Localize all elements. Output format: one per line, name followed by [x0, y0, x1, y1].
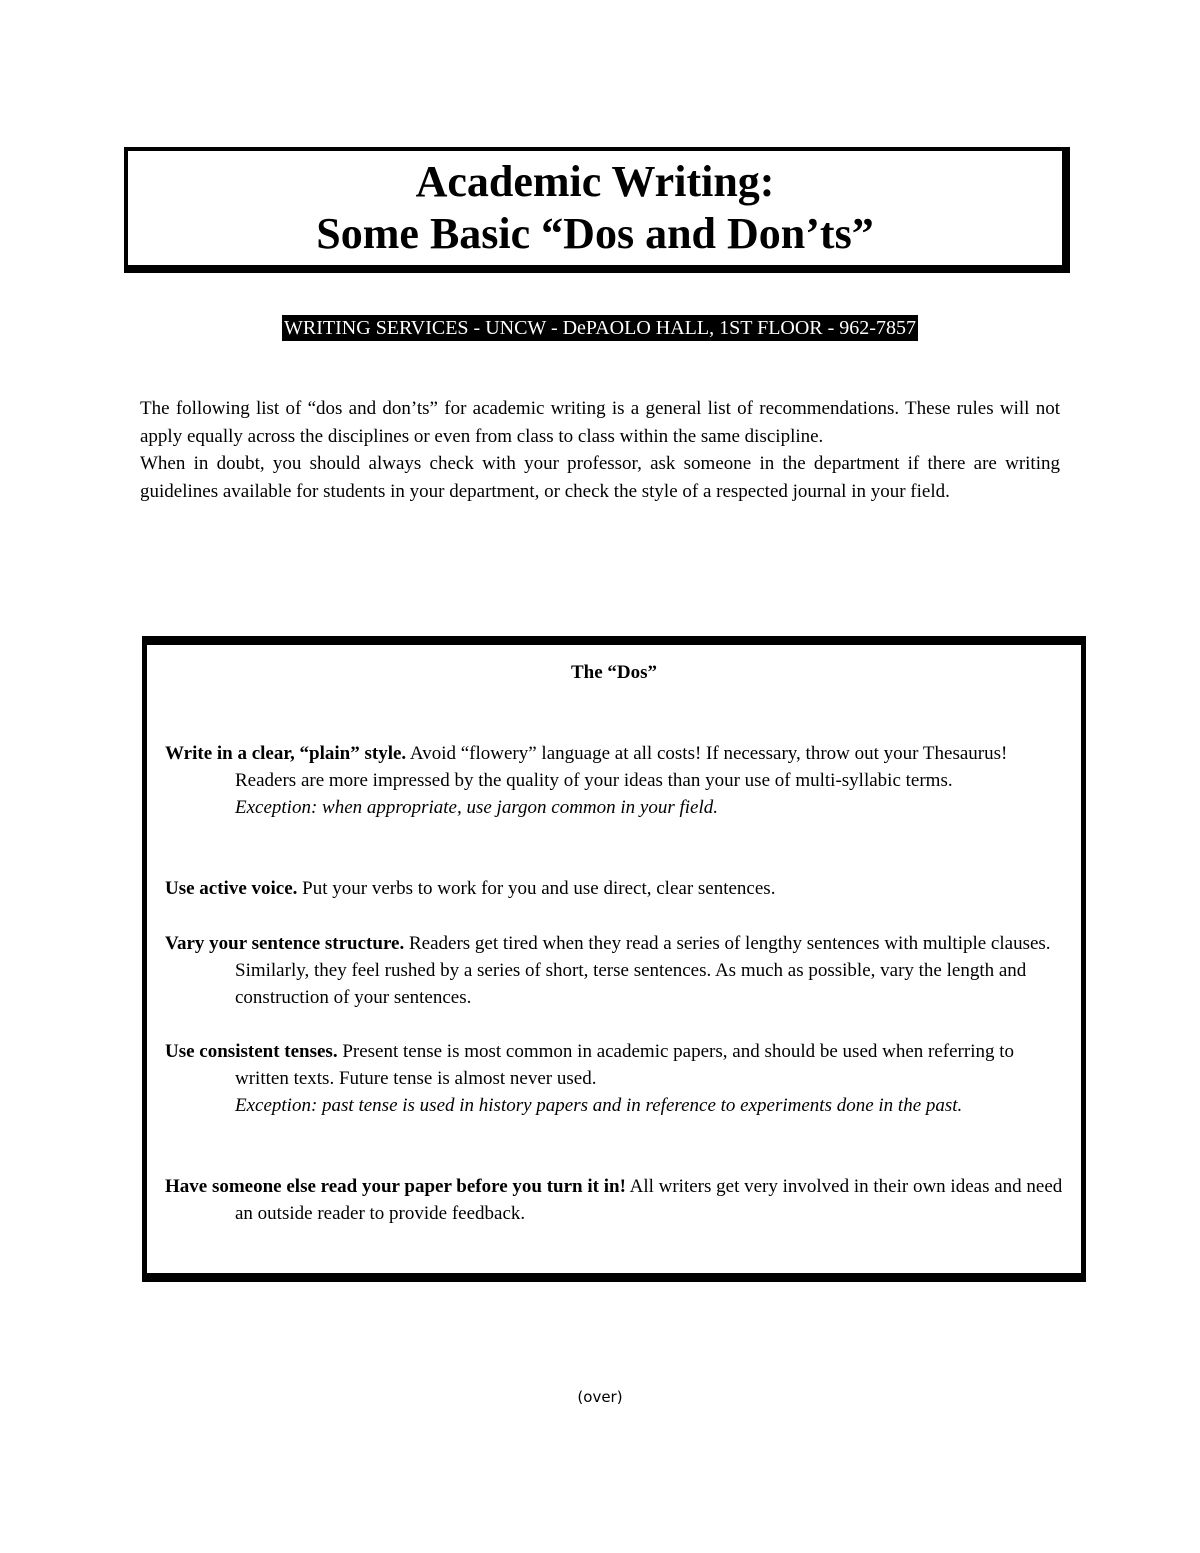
- dos-item-lead: Use active voice.: [165, 878, 298, 899]
- dos-item-text: All writers get very involved in their own ideas and need an outside reader to provide feedback.: [235, 1176, 1063, 1224]
- intro-paragraph-1: The following list of “dos and don’ts” for academic writing is a general list of recommendations. These rules will not apply equally across the disciplines or even from class to class within the same discipline.: [140, 398, 1060, 447]
- dos-item-text: Put your verbs to work for you and use direct, clear sentences.: [297, 878, 776, 899]
- dos-item-plain-style: [165, 740, 1063, 821]
- contact-banner-text: WRITING SERVICES - UNCW - DePAOLO HALL, 1ST FLOOR - 962-7857: [284, 317, 916, 339]
- intro-text: [140, 395, 1060, 505]
- dos-item-outside-reader: [165, 1173, 1063, 1227]
- contact-banner: [0, 315, 1200, 341]
- title-box: [124, 147, 1070, 273]
- dos-item-consistent-tenses: [165, 1038, 1063, 1119]
- title-line-2: Some Basic “Dos and Don’ts”: [316, 209, 874, 258]
- page-footer: (over): [577, 1388, 623, 1406]
- dos-item-lead: Vary your sentence structure.: [165, 933, 405, 954]
- dos-item-active-voice: [165, 875, 1063, 902]
- dos-heading: The “Dos”: [570, 662, 658, 683]
- dos-item-lead: Use consistent tenses.: [165, 1041, 338, 1062]
- dos-item-text: Present tense is most common in academic papers, and should be used when referring to written texts. Future tense is almost never used.: [235, 1041, 1015, 1089]
- dos-item-text: Avoid “flowery” language at all costs! If necessary, throw out your Thesaurus! Readers are more impressed by the quality of your ideas than your use of multi-syllabic terms.: [235, 743, 1008, 791]
- dos-item-exception: Exception: past tense is used in history papers and in reference to experiments done in the past.: [235, 1095, 963, 1116]
- intro-paragraph-2: When in doubt, you should always check with your professor, ask someone in the department if there are writing guidelines available for students in your department, or check the style of a respected journal in your field.: [140, 453, 1060, 502]
- dos-item-sentence-structure: [165, 930, 1063, 1011]
- dos-item-exception: Exception: when appropriate, use jargon common in your field.: [235, 797, 719, 818]
- dos-item-lead: Write in a clear, “plain” style.: [165, 743, 407, 764]
- dos-box: [142, 636, 1086, 1282]
- dos-item-text: Readers get tired when they read a series of lengthy sentences with multiple clauses. Similarly, they feel rushed by a series of short, terse sentences. As much as possible, vary the length and construction of your sentences.: [235, 933, 1051, 1008]
- dos-item-lead: Have someone else read your paper before you turn it in!: [165, 1176, 626, 1197]
- title-line-1: Academic Writing:: [415, 157, 775, 206]
